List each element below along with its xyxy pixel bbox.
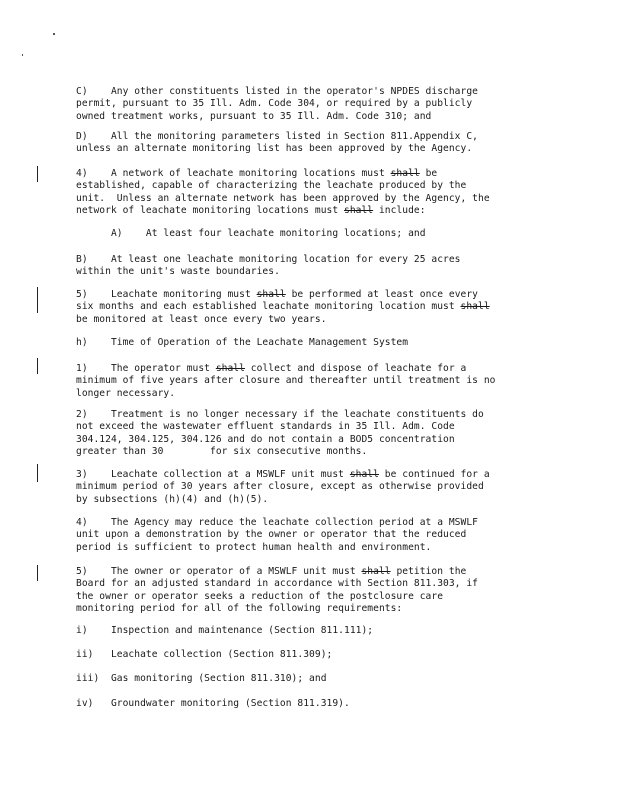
text-line — [76, 625, 546, 637]
text-line — [76, 542, 546, 554]
text-line — [76, 289, 546, 301]
text-line — [76, 228, 546, 240]
text-run: include: — [373, 204, 426, 216]
text-run: B) At least one leachate monitoring location for every 25 acres — [76, 254, 461, 265]
text-run: D) All the monitoring parameters listed in Section 811.Appendix C, — [76, 131, 478, 142]
paragraph-a — [76, 228, 546, 240]
paragraph-iii — [76, 673, 546, 685]
paragraph-i — [76, 625, 546, 637]
text-run: collect and dispose of leachate for a — [244, 363, 467, 374]
text-run: 5) Leachate monitoring must — [76, 289, 257, 300]
paragraph-4 — [76, 168, 546, 217]
text-run: unit upon a demonstration by the owner or operator that the reduced — [76, 529, 467, 541]
text-run: be — [419, 168, 438, 179]
text-run: owned treatment works, pursuant to 35 Ill. Adm. Code 310; and — [76, 110, 432, 122]
struck-text: shall — [349, 469, 379, 480]
text-line — [76, 517, 546, 529]
text-line — [76, 578, 546, 590]
paragraph-h1 — [76, 363, 546, 400]
paragraph-c — [76, 86, 546, 123]
text-line — [76, 529, 546, 541]
text-run: be monitored at least once every two years. — [76, 313, 327, 325]
text-line — [76, 494, 546, 506]
struck-text: shall — [344, 204, 374, 216]
text-line — [76, 363, 546, 375]
text-line — [76, 111, 546, 123]
text-line — [76, 673, 546, 685]
text-run: 3) Leachate collection at a MSWLF unit must — [76, 469, 350, 480]
text-run: ii) Leachate collection (Section 811.309); — [76, 649, 333, 660]
text-run: 4) A network of leachate monitoring locations must — [76, 168, 391, 179]
text-run: minimum period of 30 years after closure, except as otherwise provided — [76, 481, 484, 493]
text-run: be continued for a — [378, 469, 490, 480]
text-run: C) Any other constituents listed in the operator's NPDES discharge — [76, 86, 478, 97]
text-run: longer necessary. — [76, 387, 176, 399]
text-line — [76, 649, 546, 661]
paragraph-5 — [76, 289, 546, 326]
text-run: i) Inspection and maintenance (Section 811.111); — [76, 625, 374, 636]
paragraph-ii — [76, 649, 546, 661]
change-bar — [37, 565, 38, 581]
text-run: monitoring period for all of the following requirements: — [76, 602, 403, 614]
text-run: 4) The Agency may reduce the leachate collection period at a MSWLF — [76, 517, 478, 528]
paragraph-h5 — [76, 566, 546, 615]
text-line — [76, 481, 546, 493]
text-line — [76, 698, 546, 710]
scan-speck — [53, 33, 55, 35]
text-run: network of leachate monitoring locations must — [76, 204, 344, 216]
text-line — [76, 254, 546, 266]
text-run: iii) Gas monitoring (Section 811.310); and — [76, 673, 327, 684]
text-run: Board for an adjusted standard in accordance with Section 811.303, if — [76, 578, 478, 590]
text-line — [76, 421, 546, 433]
text-run: 304.124, 304.125, 304.126 and do not contain a BOD5 concentration — [76, 433, 455, 445]
text-line — [76, 131, 546, 143]
paragraph-h2 — [76, 409, 546, 458]
text-run: established, capable of characterizing the leachate produced by the — [76, 180, 467, 192]
paragraph-h3 — [76, 469, 546, 506]
text-line — [76, 86, 546, 98]
text-line — [76, 469, 546, 481]
text-run: unless an alternate monitoring list has been approved by the Agency. — [76, 143, 473, 155]
text-line — [76, 143, 546, 155]
text-run: unit. Unless an alternate network has been approved by the Agency, the — [76, 192, 490, 204]
text-line — [76, 205, 546, 217]
text-run: within the unit's waste boundaries. — [76, 266, 280, 278]
scan-speck — [22, 54, 23, 56]
text-run: 5) The owner or operator of a MSWLF unit must — [76, 566, 362, 577]
text-line — [76, 603, 546, 615]
text-run: be performed at least once every — [285, 289, 479, 300]
text-run: six months and each established leachate monitoring location must — [76, 301, 461, 313]
text-line — [76, 409, 546, 421]
text-line — [76, 566, 546, 578]
text-line — [76, 591, 546, 603]
text-run: 1) The operator must — [76, 363, 216, 374]
text-line — [76, 266, 546, 278]
text-line — [76, 434, 546, 446]
text-run: iv) Groundwater monitoring (Section 811.319). — [76, 698, 350, 709]
paragraph-d — [76, 131, 546, 156]
struck-text: shall — [460, 301, 490, 313]
text-line — [76, 314, 546, 326]
text-run: by subsections (h)(4) and (h)(5). — [76, 493, 269, 505]
text-run: the owner or operator seeks a reduction of the postclosure care — [76, 590, 444, 602]
text-run: h) Time of Operation of the Leachate Management System — [76, 337, 409, 348]
change-bar — [37, 166, 38, 182]
text-line — [76, 337, 546, 349]
change-bar — [37, 464, 38, 482]
struck-text: shall — [256, 289, 286, 300]
text-run: permit, pursuant to 35 Ill. Adm. Code 304, or required by a publicly — [76, 98, 473, 110]
paragraph-b — [76, 254, 546, 279]
paragraph-iv — [76, 698, 546, 710]
text-run: A) At least four leachate monitoring locations; and — [76, 228, 426, 239]
struck-text: shall — [215, 363, 245, 374]
text-run: not exceed the wastewater effluent standards in 35 Ill. Adm. Code — [76, 421, 455, 433]
text-line — [76, 180, 546, 192]
struck-text: shall — [390, 168, 420, 179]
text-run: period is sufficient to protect human health and environment. — [76, 541, 432, 553]
text-run: minimum of five years after closure and thereafter until treatment is no — [76, 375, 496, 387]
change-bar — [37, 287, 38, 313]
text-line — [76, 388, 546, 400]
text-line — [76, 168, 546, 180]
change-bar — [37, 358, 38, 374]
text-run: 2) Treatment is no longer necessary if the leachate constituents do — [76, 409, 484, 420]
text-run: greater than 30 for six consecutive months. — [76, 445, 368, 457]
text-line — [76, 193, 546, 205]
text-line — [76, 98, 546, 110]
text-line — [76, 301, 546, 313]
text-line — [76, 375, 546, 387]
text-line — [76, 446, 546, 458]
text-run: petition the — [390, 566, 467, 577]
struck-text: shall — [361, 566, 391, 577]
paragraph-h4 — [76, 517, 546, 554]
paragraph-h — [76, 337, 546, 349]
